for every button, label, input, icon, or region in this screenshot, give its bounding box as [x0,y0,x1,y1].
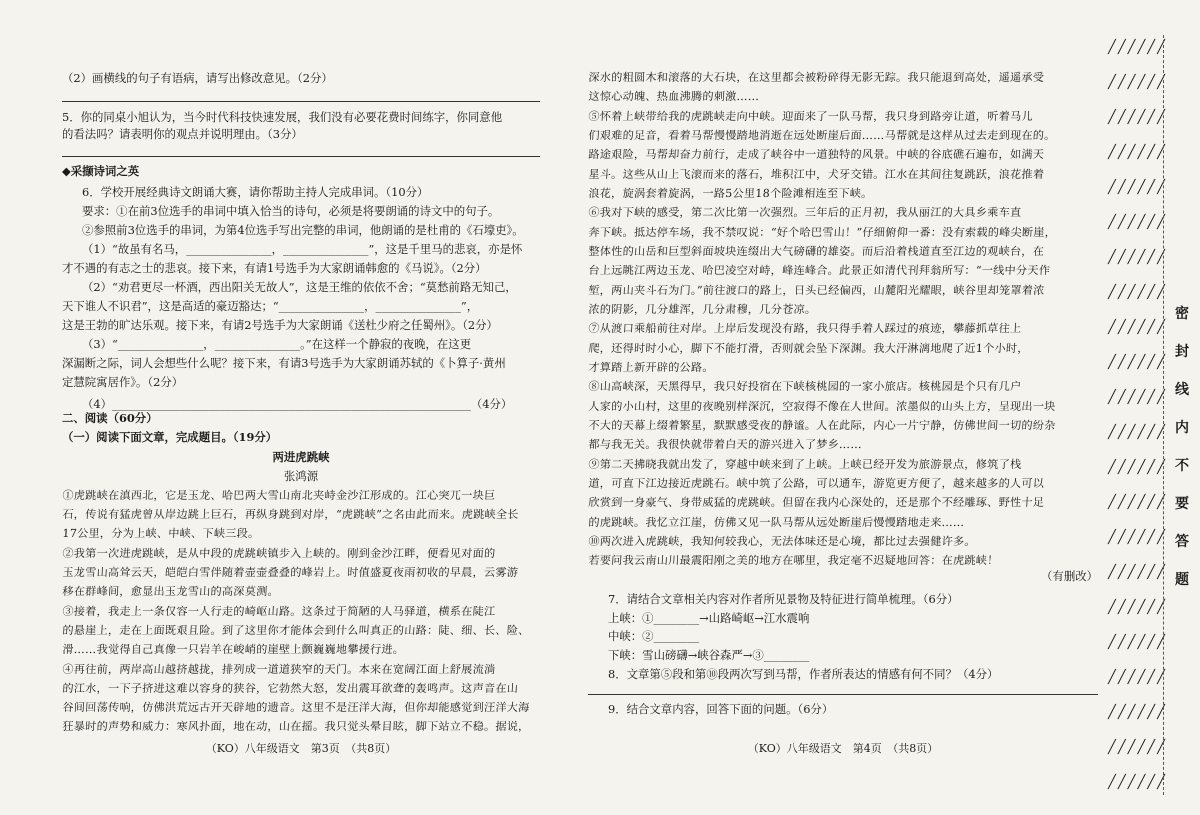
seal-char: 封 [1175,344,1189,360]
question-8: 8．文章第⑤段和第⑩段两次写到马帮，作者所表达的情感有何不同？（4分） [608,667,999,681]
paragraph-6: ⑥我对下峡的感受，第二次比第一次强烈。三年后的正月初，我从丽江的大具乡乘车直 [588,206,1022,219]
hatch-mark: ╱╱╱╱╱╱ [1108,635,1167,650]
paragraph-8-cont: 人家的小山村，这里的夜晚别样深沉，空寂得不像在人世间。浓墨似的山头上方，呈现出一块 [588,400,1056,413]
seal-char: 线 [1175,382,1189,398]
hatch-mark: ╱╱╱╱╱╱ [1108,565,1167,580]
paragraph-7: ⑦从渡口乘船前往对岸。上岸后发现没有路，我只得手着人踩过的痕迹，攀藤抓草往上 [588,322,1022,335]
paragraph-3: ③接着，我走上一条仅容一人行走的崎岖山路。这条过于简陋的人马驿道，横系在陡江 [62,605,496,618]
hatch-mark: ╱╱╱╱╱╱ [1108,215,1167,230]
question-6-4: （4）_______________________________________________________________（4分） [82,397,513,411]
hatch-mark: ╱╱╱╱╱╱ [1108,355,1167,370]
answer-line [588,694,1098,695]
seal-char: 内 [1175,420,1189,436]
seal-notice [1172,295,1192,599]
paragraph-6-cont3: 台上远眺江两边玉龙、哈巴凌空对峙，峰连峰合。此景正如清代刊拜翁所写：“一线中分天作 [588,264,1051,277]
paragraph-3-cont2: 滑……我觉得自己真像一只岩羊在峻峭的崖壁上颤巍巍地攀援行进。 [62,643,405,656]
seal-char: 答 [1175,534,1189,550]
article-author: 张鸿源 [283,469,319,483]
question-7-upper: 上峡：①________→山路崎岖→江水震响 [608,611,810,625]
hatch-mark: ╱╱╱╱╱╱ [1108,670,1167,685]
hatch-mark: ╱╱╱╱╱╱ [1108,775,1167,790]
hatch-mark: ╱╱╱╱╱╱ [1108,145,1167,160]
page-footer: （KO）八年级语文 第3页 （共8页） [205,742,397,755]
question-5: 5．你的同桌小旭认为，当今时代科技快速发展，我们没有必要花费时间练字，你同意他 [62,110,503,124]
paragraph-2-cont2: 移在群峰间，愈显出玉龙雪山的高深莫测。 [62,585,280,598]
paragraph-1: ①虎跳峡在滇西北，它是玉龙、哈巴两大雪山南北夹峙金沙江形成的。江心突兀一块巨 [62,489,496,502]
hatch-mark: ╱╱╱╱╱╱ [1108,250,1167,265]
hatch-mark: ╱╱╱╱╱╱ [1108,705,1167,720]
question-6-1: （1）“故虽有名马，_______________，_______________”，这是千里马的悲哀，亦是怀 [82,242,523,256]
paragraph-4-end2: 这惊心动魄、热血沸腾的刺激…… [588,90,760,103]
hatch-mark: ╱╱╱╱╱╱ [1108,600,1167,615]
question-6-1-cont: 才不遇的有志之士的悲哀。接下来，有请1号选手为大家朗诵韩愈的《马说》。（2分） [62,261,487,275]
paragraph-5: ⑤怀着上峡带给我的虎跳峡走向中峡。迎面来了一队马帮，我只身到路旁让道，听着马儿 [588,110,1034,123]
paragraph-4-end: 深水的粗圆木和滚落的大石块，在这里都会被粉碎得无影无踪。我只能退到高处，遥遥承受 [588,71,1045,84]
seal-line [1163,35,1164,795]
question-6-req-1: 要求：①在前3位选手的串词中填入恰当的诗句，必须是将要朗诵的诗文中的句子。 [82,204,500,218]
paragraph-10-cont: 若要问我云南山川最震阳刚之美的地方在哪里，我定毫不迟疑地回答：在虎跳峡！ [588,554,999,567]
section-heading: ◆采撷诗词之英 [62,164,140,178]
paragraph-1-cont: 石，传说有猛虎曾从岸边跳上巨石，再纵身跳到对岸，“虎跳峡”之名由此而来。虎跳峡全长 [62,508,520,521]
source-note: （有删改） [1041,569,1098,583]
hatch-mark: ╱╱╱╱╱╱ [1108,390,1167,405]
hatch-mark: ╱╱╱╱╱╱ [1108,530,1167,545]
paragraph-6-cont2: 整体性的山岳和巨型斜面坡块连缀出大气磅礴的雄姿。而后沿着栈道直至江边的观峡台，在 [588,245,1045,258]
paragraph-5-cont3: 星斗。这些从山上飞滚而来的落石，堆积江中，犬牙交错。江水在其间往复跳跃，浪花推着 [588,168,1045,181]
paragraph-9: ⑨第二天拂晓我就出发了，穿越中峡来到了上峡。上峡已经开发为旅游景点，修筑了栈 [588,458,1022,471]
paragraph-5-cont4: 浪花，旋涡套着旋涡，一路5公里18个险滩相连至下峡。 [588,187,873,200]
paragraph-4: ④再往前，两岸高山越挤越拢，排列成一道道狭窄的天门。本来在宽阔江面上舒展流淌 [62,663,496,676]
paragraph-9-cont2: 欣赏到一身豪气、身带威猛的虎跳峡。但留在我内心深处的，还是那个不经雕琢、野性十足 [588,496,1045,509]
right-page [588,0,1098,815]
section-reading: 二、阅读（60分） [62,411,158,425]
question-7-middle: 中峡：②________ [608,629,700,643]
paragraph-5-cont2: 路途艰险，马帮却奋力前行，走成了峡谷中一道独特的风景。中峡的谷底礁石遍布，如满天 [588,148,1045,161]
reading-instruction: （一）阅读下面文章，完成题目。（19分） [62,430,278,444]
seal-char: 题 [1175,572,1189,588]
paragraph-8-cont3: 都与我无关。我很快就带着白天的游兴进入了梦乡…… [588,438,863,451]
paragraph-8: ⑧山高峡深，天黑得早，我只好投宿在下峡核桃园的一家小旅店。核桃园是个只有几户 [588,380,1022,393]
paragraph-9-cont3: 的虎跳峡。我忆立江崖，仿佛又见一队马帮从远处断崖后慢慢踏地走来…… [588,516,965,529]
question-6-3-cont: 深漏断之际，词人会想些什么呢？接下来，有请3号选手为大家朗诵苏轼的《卜算子·黄州 [62,356,506,370]
question-6: 6．学校开展经典诗文朗诵大赛，请你帮助主持人完成串词。（10分） [82,185,429,199]
paragraph-4-cont2: 谷间回荡传响，仿佛洪荒远古开天辟地的遗音。这里不是汪洋大海，但你却能感觉到汪洋大海 [62,701,530,714]
question-6-3: （3）“_______________，_______________。”在这样一个静寂的夜晚，在这更 [82,337,472,351]
paragraph-7-cont2: 才算踏上新开辟的公路。 [588,361,715,374]
binding-margin [1100,0,1200,815]
paragraph-4-cont: 的江水，一下子挤进这难以容身的狭谷，它勃然大怒，发出震耳欲聋的轰鸣声。这声音在山 [62,682,519,695]
hatch-mark: ╱╱╱╱╱╱ [1108,460,1167,475]
hatch-mark: ╱╱╱╱╱╱ [1108,75,1167,90]
paragraph-7-cont: 爬，还得时时小心，脚下不能打滑，否则就会坠下深渊。我大汗淋漓地爬了近1个小时， [588,342,1030,355]
seal-char: 要 [1175,496,1189,512]
answer-line [62,101,540,102]
paragraph-1-cont2: 17公里，分为上峡、中峡、下峡三段。 [62,527,260,540]
seal-char: 不 [1175,458,1189,474]
hatch-mark: ╱╱╱╱╱╱ [1108,110,1167,125]
paragraph-2: ②我第一次进虎跳峡，是从中段的虎跳峡镇步入上峡的。刚到金沙江畔，便看见对面的 [62,547,496,560]
question-6-2-cont2: 这是王勃的旷达乐观。接下来，有请2号选手为大家朗诵《送杜少府之任蜀州》。（2分） [62,318,498,332]
left-page [62,0,540,815]
answer-line [62,156,540,157]
hatch-mark: ╱╱╱╱╱╱ [1108,180,1167,195]
question-6-2-cont: 天下谁人不识君”，这是高适的豪迈豁达；“_______________，_______________”， [62,299,479,313]
paragraph-6-cont: 奔下峡。抵达停车场，我不禁叹说：“好个哈巴雪山！”仔细俯仰一番：没有索载的峰尖断崖， [588,226,1057,239]
paragraph-6-cont5: 浓的阴影，几分雄浑，几分肃穆，几分苍凉。 [588,303,817,316]
question-7-lower: 下峡：雪山磅礴→峡谷森严→③________ [608,648,810,662]
seal-char: 密 [1175,306,1189,322]
question-6-3-cont2: 定慧院寓居作》。（2分） [62,375,184,389]
hatch-mark: ╱╱╱╱╱╱ [1108,40,1167,55]
question-5-cont: 的看法吗？请表明你的观点并说明理由。（3分） [62,127,303,141]
paragraph-6-cont4: 堑，两山夹斗石为门。”前往渡口的路上，日头已经偏西，山麓阳光耀眼，峡谷里却笼罩着浓 [588,284,1045,297]
question-7: 7．请结合文章相关内容对作者所见景物及特征进行简单梳理。（6分） [608,592,959,606]
paragraph-9-cont: 道，可直下江边接近虎跳石。峡中筑了公路，可以通车，游览更方便了，越来越多的人可以 [588,477,1045,490]
paragraph-5-cont: 们艰难的足音，看着马帮慢慢踏地消逝在远处断崖后面……马帮就是这样从过去走到现在的。 [588,129,1056,142]
paragraph-2-cont: 玉龙雪山高耸云天，皑皑白雪伴随着壶壶叠叠的峰岩上。时值盛夏夜雨初收的早晨，云雾游 [62,566,519,579]
paragraph-10: ⑩两次进入虎跳峡，我知何较我心，无法体味还是心境，都比过去强健许多。 [588,535,977,548]
hatch-mark: ╱╱╱╱╱╱ [1108,495,1167,510]
question-6-req-2: ②参照前3位选手的串词，为第4位选手写出完整的串词，他朗诵的是杜甫的《石壕吏》。 [82,223,524,237]
hatch-mark: ╱╱╱╱╱╱ [1108,285,1167,300]
hatch-mark: ╱╱╱╱╱╱ [1108,425,1167,440]
page-footer: （KO）八年级语文 第4页 （共8页） [747,742,939,755]
paragraph-8-cont2: 不大的天幕上缀着繁星，默默感受夜的静谧。人在此际，内心一片宁静，仿佛世间一切的纷杂 [588,419,1056,432]
question-9: 9．结合文章内容，回答下面的问题。（6分） [608,702,834,716]
hatch-mark: ╱╱╱╱╱╱ [1108,320,1167,335]
article-title: 两进虎跳峡 [272,450,330,464]
paragraph-4-cont3: 狂暴时的声势和威力：寒风扑面，地在动，山在摇。我只觉头晕目眩，脚下站立不稳。据说， [62,720,530,733]
paragraph-3-cont: 的悬崖上，走在上面既艰且险。到了这里你才能体会到什么叫真正的山路：陡、细、长、险、 [62,624,530,637]
question-6-2: （2）“劝君更尽一杯酒，西出阳关无故人”，这是王维的依依不舍；“莫愁前路无知己， [82,280,517,294]
question-4-2: （2）画横线的句子有语病，请写出修改意见。（2分） [62,71,333,85]
hatch-mark: ╱╱╱╱╱╱ [1108,740,1167,755]
